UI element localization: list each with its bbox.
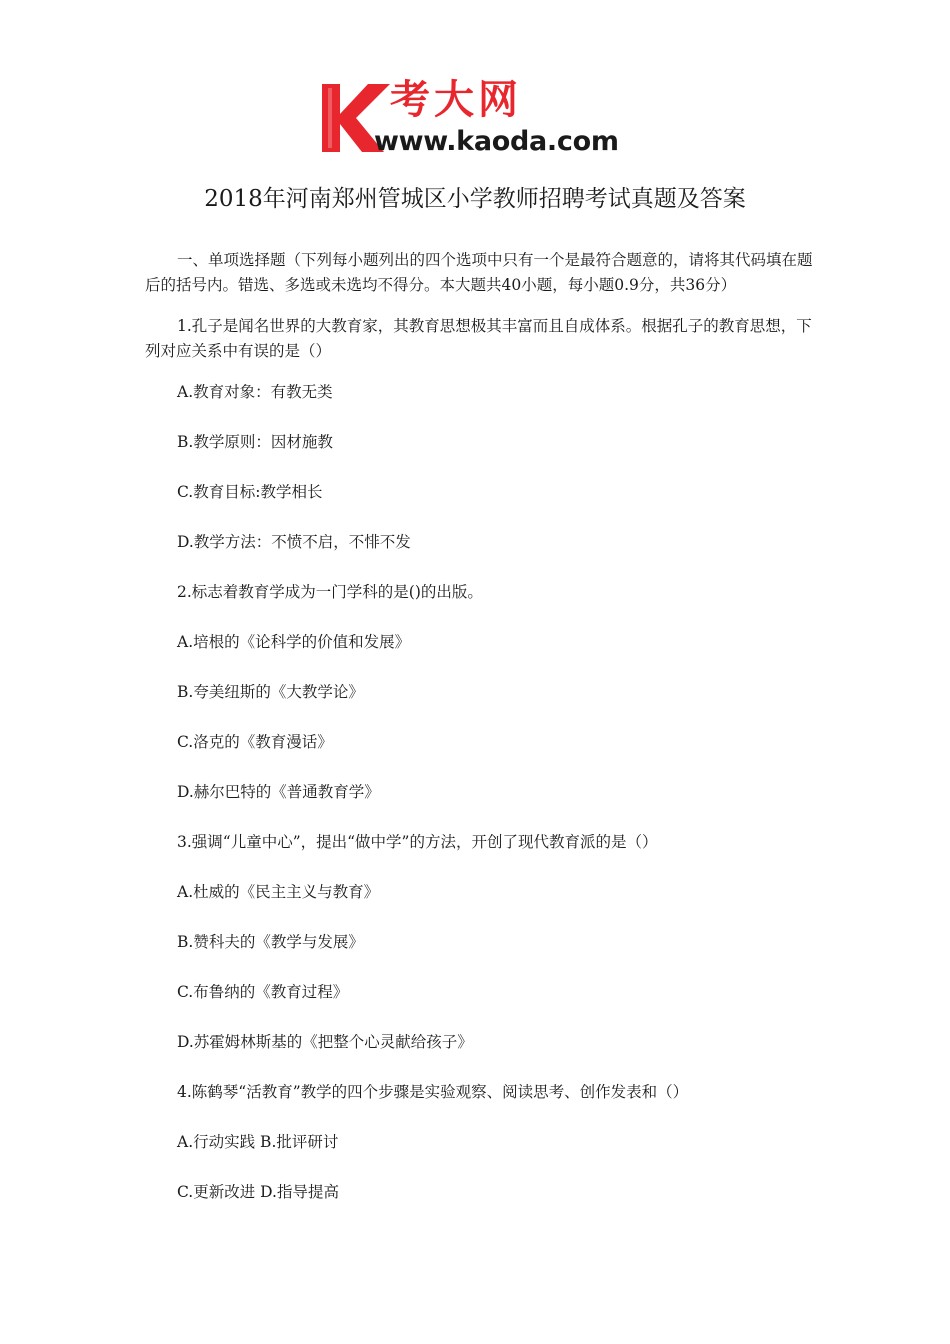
q4-options-cd: C.更新改进 D.指导提高: [177, 1183, 339, 1201]
q1-option-b: B.教学原则：因材施教: [177, 433, 333, 451]
question-1-stem: 1.孔子是闻名世界的大教育家，其教育思想极其丰富而且自成体系。根据孔子的教育思想，下列对应关系中有误的是（）: [145, 317, 812, 360]
q2-option-d: D.赫尔巴特的《普通教育学》: [177, 783, 380, 801]
q1-option-c: C.教育目标:教学相长: [177, 483, 323, 501]
q3-option-b: B.赞科夫的《教学与发展》: [177, 933, 364, 951]
q3-option-d: D.苏霍姆林斯基的《把整个心灵献给孩子》: [177, 1033, 473, 1051]
logo-brand-name: 考大网: [390, 77, 522, 123]
q3-option-a: A.杜威的《民主主义与教育》: [177, 883, 380, 901]
q1-option-a: A.教育对象：有教无类: [177, 383, 333, 401]
q1-option-d: D.教学方法：不愤不启，不悱不发: [177, 533, 411, 551]
document-body: [145, 248, 813, 1230]
kaoda-logo: [318, 77, 640, 160]
q2-option-c: C.洛克的《教育漫话》: [177, 733, 333, 751]
q3-option-c: C.布鲁纳的《教育过程》: [177, 983, 349, 1001]
question-3-stem: 3.强调“儿童中心”，提出“做中学”的方法，开创了现代教育派的是（）: [177, 833, 658, 851]
q2-option-b: B.夸美纽斯的《大教学论》: [177, 683, 364, 701]
document-title: 2018年河南郑州管城区小学教师招聘考试真题及答案: [204, 186, 746, 212]
question-4-stem: 4.陈鹤琴“活教育”教学的四个步骤是实验观察、阅读思考、创作发表和（）: [177, 1083, 689, 1101]
q4-options-ab: A.行动实践 B.批评研讨: [177, 1133, 339, 1151]
question-2-stem: 2.标志着教育学成为一门学科的是()的出版。: [177, 583, 483, 601]
logo-url: www.kaoda.com: [374, 126, 619, 157]
q2-option-a: A.培根的《论科学的价值和发展》: [177, 633, 411, 651]
section-intro: 一、单项选择题（下列每小题列出的四个选项中只有一个是最符合题意的，请将其代码填在题后的括号内。错选、多选或未选均不得分。本大题共40小题，每小题0.9分，共36分）: [145, 251, 813, 294]
